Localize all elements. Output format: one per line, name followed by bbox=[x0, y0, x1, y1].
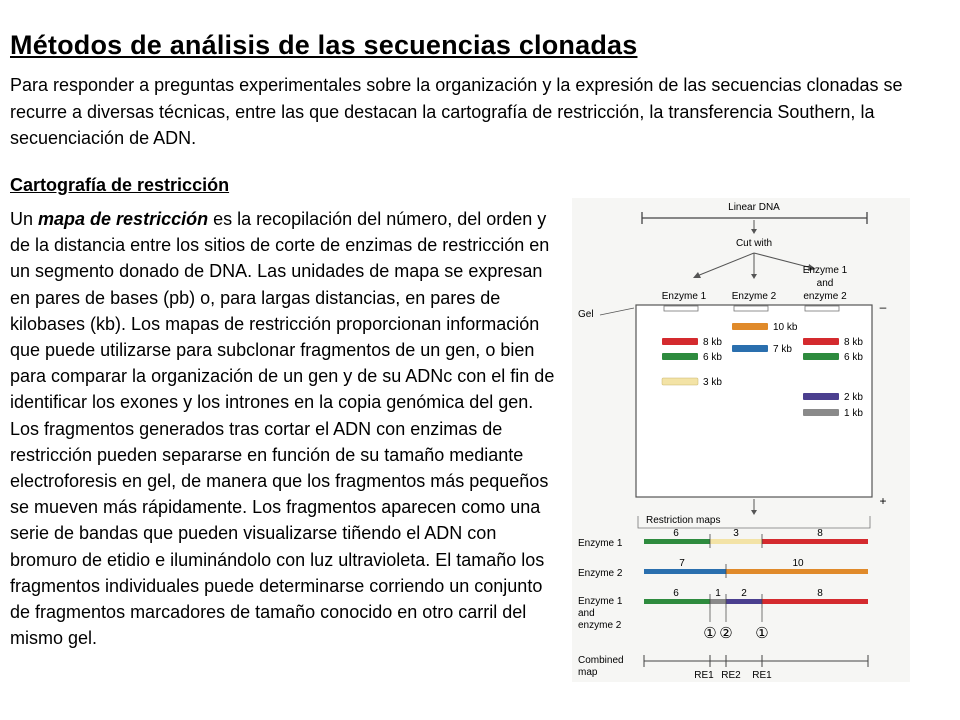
gel-label: Gel bbox=[578, 309, 594, 320]
band-label-lane1-8kb: 8 kb bbox=[703, 337, 722, 348]
arrow-to-enzyme1 bbox=[697, 253, 754, 276]
well-enzyme2 bbox=[734, 306, 768, 311]
map-label-enzyme2: Enzyme 2 bbox=[578, 568, 623, 579]
map3-bar-red bbox=[762, 599, 868, 604]
combined-re2: RE2 bbox=[721, 670, 741, 681]
map3-bar-purple bbox=[726, 599, 762, 604]
map3-seg-2: 2 bbox=[741, 588, 747, 599]
band-lane2-10kb bbox=[732, 323, 768, 330]
lane-label-enzyme1: Enzyme 1 bbox=[661, 291, 707, 302]
band-lane1-8kb bbox=[662, 338, 698, 345]
map-label-both-2: and bbox=[578, 608, 595, 619]
gel-plus: + bbox=[879, 494, 887, 508]
map2-seg-7: 7 bbox=[679, 558, 685, 569]
band-label-lane1-3kb: 3 kb bbox=[703, 377, 722, 388]
linear-dna-label: Linear DNA bbox=[728, 202, 780, 213]
band-lane1-6kb bbox=[662, 353, 698, 360]
section-heading: Cartografía de restricción bbox=[10, 175, 230, 195]
band-lane1-3kb bbox=[662, 378, 698, 385]
body-text bbox=[10, 206, 556, 651]
map1-bar-green bbox=[644, 539, 710, 544]
map-label-both-1: Enzyme 1 bbox=[578, 596, 623, 607]
band-lane3-1kb bbox=[803, 409, 839, 416]
combined-label-1: Combined bbox=[578, 655, 624, 666]
well-enzyme1 bbox=[664, 306, 698, 311]
map1-bar-yellow bbox=[710, 539, 762, 544]
map1-seg-3: 3 bbox=[733, 528, 739, 539]
circled-2: ② bbox=[719, 625, 733, 642]
map3-bar-gray bbox=[710, 599, 726, 604]
combined-re1-b: RE1 bbox=[752, 670, 772, 681]
map1-bar-red bbox=[762, 539, 868, 544]
cut-with-label: Cut with bbox=[735, 238, 773, 249]
body-p1-pre: Un bbox=[10, 209, 39, 229]
gel-box bbox=[636, 305, 872, 497]
restriction-map-figure bbox=[572, 198, 910, 682]
circled-1a: ① bbox=[703, 625, 717, 642]
intro-paragraph: Para responder a preguntas experimentales sobre la organización y la expresión de las secuencias clonadas se recurre a diversas técnicas, entre las que destacan la cartografía de restricción, la transferencia Southern, la secuenciación de ADN. bbox=[10, 75, 903, 148]
band-label-lane2-7kb: 7 kb bbox=[773, 344, 792, 355]
well-both bbox=[805, 306, 839, 311]
arrow-maps-head bbox=[751, 510, 757, 515]
map3-seg-8: 8 bbox=[817, 588, 823, 599]
map1-seg-8: 8 bbox=[817, 528, 823, 539]
map2-bar-blue bbox=[644, 569, 726, 574]
body-term: mapa de restricción bbox=[38, 209, 209, 229]
band-lane3-6kb bbox=[803, 353, 839, 360]
map-label-enzyme1: Enzyme 1 bbox=[578, 538, 623, 549]
map3-seg-1: 1 bbox=[715, 588, 721, 599]
lane-label-both-1: Enzyme 1 bbox=[802, 265, 848, 276]
band-label-lane2-10kb: 10 kb bbox=[773, 322, 798, 333]
body-p1-post: es la recopilación del número, del orden y de la distancia entre los sitios de corte de enzimas de restricción en un segmento donado de DNA. Las unidades de mapa se expresan en pares de bases (pb) o, para largas distancias, en pares de kilobases (kb). Los mapas de restricción proporcionan información que puede utilizarse para subclonar fragmentos de un gen, o bien para comparar la organización de un gen y de su ADNc con el fin de identificar los exones y los intrones en la copia genómica del gen. bbox=[10, 209, 555, 413]
circled-1b: ① bbox=[755, 625, 769, 642]
arrow-to-enzyme2-head bbox=[751, 274, 757, 279]
map1-seg-6: 6 bbox=[673, 528, 679, 539]
band-label-lane3-8kb: 8 kb bbox=[844, 337, 863, 348]
lane-label-enzyme2: Enzyme 2 bbox=[731, 291, 777, 302]
gel-pointer bbox=[600, 308, 634, 315]
gel-minus: – bbox=[879, 300, 887, 314]
body-p2: Los fragmentos generados tras cortar el ADN con enzimas de restricción pueden separarse en función de su tamaño mediante electroforesis en gel, de manera que los fragmentos más pequeños se mueven más rápidamente. Los fragmentos aparecen como una serie de bandas que pueden visualizarse tiñendo el ADN con bromuro de etidio e iluminándolo con luz ultravioleta. El tamaño los fragmentos individuales puede determinarse corriendo un conjunto de fragmentos marcadores de tamaño conocido en otro carril del mismo gel. bbox=[10, 418, 549, 649]
lane-label-both-3: enzyme 2 bbox=[803, 291, 847, 302]
band-label-lane3-1kb: 1 kb bbox=[844, 408, 863, 419]
map3-seg-6: 6 bbox=[673, 588, 679, 599]
band-label-lane3-6kb: 6 kb bbox=[844, 352, 863, 363]
band-label-lane1-6kb: 6 kb bbox=[703, 352, 722, 363]
band-lane3-8kb bbox=[803, 338, 839, 345]
combined-re1-a: RE1 bbox=[694, 670, 714, 681]
band-lane2-7kb bbox=[732, 345, 768, 352]
map2-seg-10: 10 bbox=[792, 558, 804, 569]
lane-label-both-2: and bbox=[816, 278, 834, 289]
arrow-cut-head bbox=[751, 229, 757, 234]
page-title: Métodos de análisis de las secuencias clonadas bbox=[10, 30, 638, 60]
map3-bar-green bbox=[644, 599, 710, 604]
band-lane3-2kb bbox=[803, 393, 839, 400]
combined-label-2: map bbox=[578, 667, 598, 678]
map2-bar-orange bbox=[726, 569, 868, 574]
map-label-both-3: enzyme 2 bbox=[578, 620, 622, 631]
restriction-maps-label: Restriction maps bbox=[646, 515, 721, 526]
band-label-lane3-2kb: 2 kb bbox=[844, 392, 863, 403]
